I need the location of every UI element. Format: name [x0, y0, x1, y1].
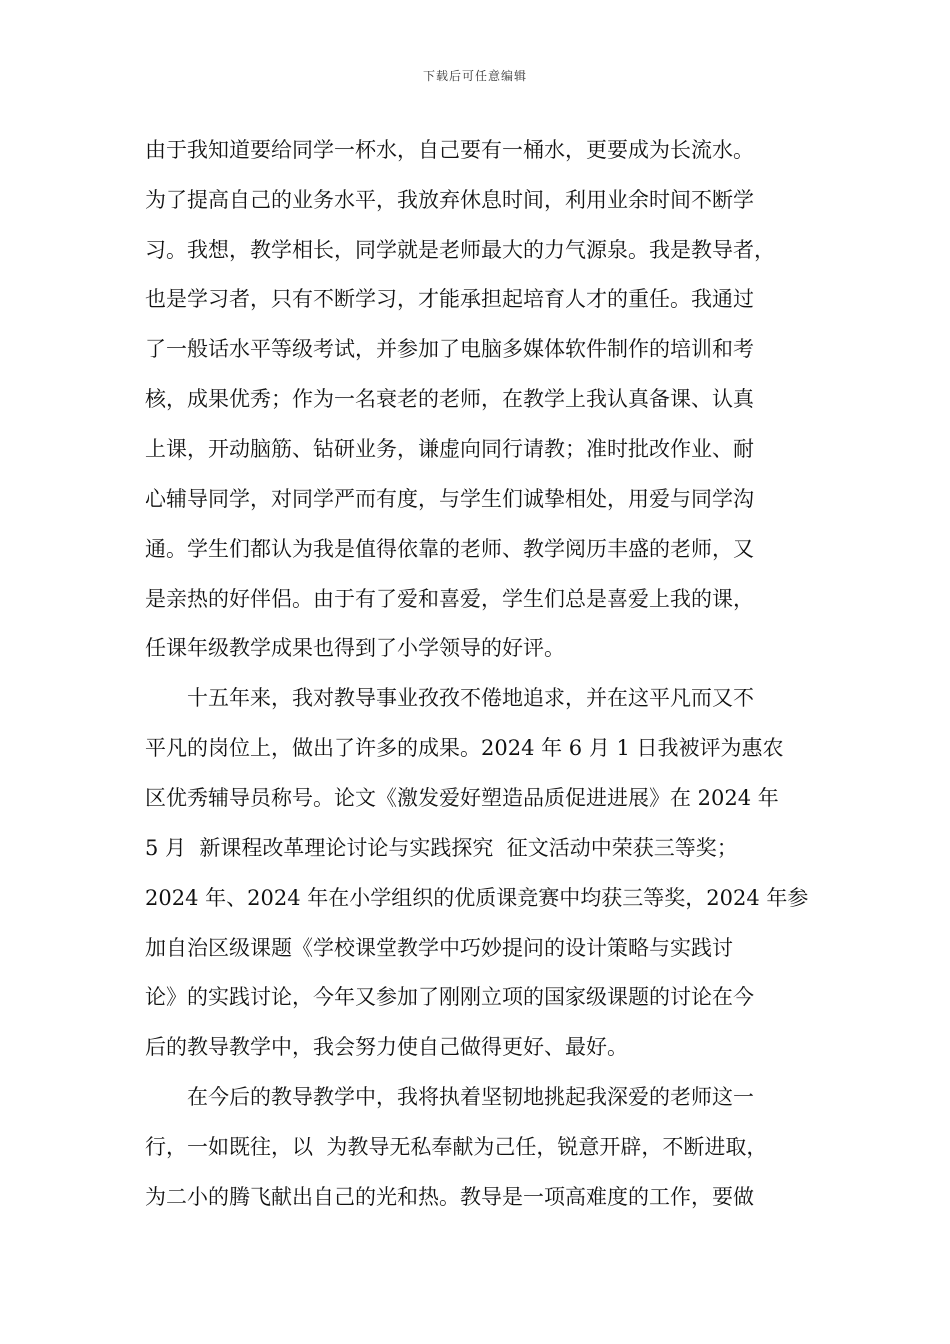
text-line: 论》的实践讨论，今年又参加了刚刚立项的国家级课题的讨论在今 [145, 985, 754, 1009]
text-line: 是亲热的好伴侣。由于有了爱和喜爱，学生们总是喜爱上我的课， [145, 587, 754, 611]
text-line: 也是学习者，只有不断学习，才能承担起培育人才的重任。我通过 [145, 287, 754, 311]
text-line: 十五年来，我对教导事业孜孜不倦地追求，并在这平凡而又不 [187, 686, 754, 710]
text-line: 2024 年、2024 年在小学组织的优质课竞赛中均获三等奖，2024 年参 [145, 886, 809, 910]
text-line: 5 月 新课程改革理论讨论与实践探究 征文活动中荣获三等奖； [145, 836, 738, 860]
text-line: 核，成果优秀；作为一名衰老的老师，在教学上我认真备课、认真 [145, 387, 754, 411]
page-header: 下载后可任意编辑 [422, 69, 527, 83]
text-line: 区优秀辅导员称号。论文《激发爱好塑造品质促进进展》在 2024 年 [145, 786, 779, 810]
text-line: 为了提高自己的业务水平，我放弃休息时间，利用业余时间不断学 [145, 188, 754, 212]
text-line: 后的教导教学中，我会努力使自己做得更好、最好。 [145, 1035, 628, 1059]
text-line: 通。学生们都认为我是值得依靠的老师、教学阅历丰盛的老师，又 [145, 537, 754, 561]
text-line: 加自治区级课题《学校课堂教学中巧妙提问的设计策略与实践讨 [145, 936, 733, 960]
text-line: 行，一如既往，以 为教导无私奉献为己任，锐意开辟，不断进取， [145, 1135, 768, 1159]
text-line: 上课，开动脑筋、钻研业务，谦虚向同行请教；准时批改作业、耐 [145, 437, 754, 461]
text-line: 任课年级教学成果也得到了小学领导的好评。 [145, 636, 565, 660]
text-line: 为二小的腾飞献出自己的光和热。教导是一项高难度的工作，要做 [145, 1185, 754, 1209]
text-line: 平凡的岗位上，做出了许多的成果。2024 年 6 月 1 日我被评为惠农 [145, 736, 784, 760]
text-line: 由于我知道要给同学一杯水，自己要有一桶水，更要成为长流水。 [145, 138, 754, 162]
text-line: 心辅导同学，对同学严而有度，与学生们诚挚相处，用爱与同学沟 [145, 487, 754, 511]
text-line: 在今后的教导教学中，我将执着坚韧地挑起我深爱的老师这一 [187, 1085, 754, 1109]
text-line: 了一般话水平等级考试，并参加了电脑多媒体软件制作的培训和考 [145, 337, 754, 361]
text-line: 习。我想，教学相长，同学就是老师最大的力气源泉。我是教导者， [145, 238, 775, 262]
